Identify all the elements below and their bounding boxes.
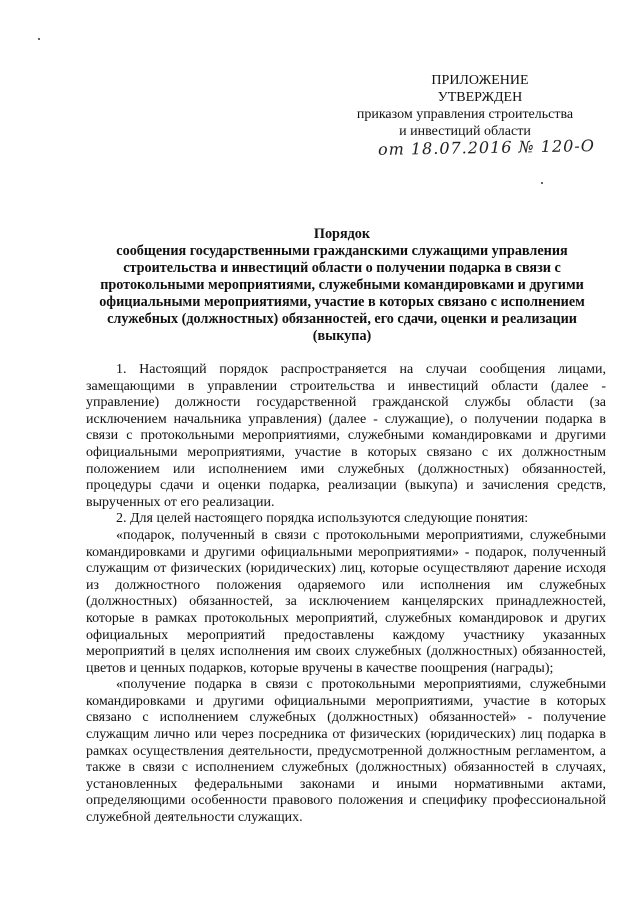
approval-department-line: и инвестиций области — [399, 124, 531, 139]
title-heading: Порядок — [313, 226, 371, 242]
approval-stamp — [340, 72, 590, 140]
paragraph-1: 1. Настоящий порядок распространяется на случаи сообщения лицами, замещающими в управлении строительства и инвестиций области (далее - управление) должности государственной гражданской службы области (за исключением начальника управления) (далее - служащие), о получении подарка в связи с протокольными мероприятиями, служебными командировками и другими официальными мероприятиями, участие в которых связано с их должностным положением или исполнением ими служебных (должностных) обязанностей, процедуры сдачи и оценки подарка, реализации (выкупа) и зачисления средств, вырученных от его реализации. — [86, 362, 606, 510]
approval-appendix-label: ПРИЛОЖЕНИЕ — [431, 73, 529, 88]
handwritten-order-date: от 18.07.2016 № 120-О — [377, 136, 596, 159]
paragraph-2: 2. Для целей настоящего порядка используются следующие понятия: — [116, 511, 529, 527]
document-title — [82, 226, 602, 345]
approval-order-line: приказом управления строительства — [356, 107, 574, 122]
scan-speck — [38, 38, 40, 40]
scan-speck — [541, 182, 543, 184]
document-body — [86, 362, 606, 827]
approval-approved-label: УТВЕРЖДЕН — [437, 90, 523, 105]
title-subtitle: сообщения государственными гражданскими служащими управления строительства и инвестиций области о получении подарка в связи с протокольными мероприятиями, служебными командировками и другими официальными мероприятиями, участие в которых связано с исполнением служебных (должностных) обязанностей, его сдачи, оценки и реализации (выкупа) — [99, 243, 585, 344]
paragraph-3: «подарок, полученный в связи с протокольными мероприятиями, служебными командировками и другими официальными мероприятиями» - подарок, полученный служащим от физических (юридических) лиц, которые осуществляют дарение исходя из должностного положения одаряемого или исполнения им служебных (должностных) обязанностей, за исключением канцелярских принадлежностей, которые в рамках протокольных мероприятий, служебных командировок и других официальных мероприятий предоставлены каждому участнику указанных мероприятий в целях исполнения им своих служебных (должностных) обязанностей, цветов и ценных подарков, которые вручены в качестве поощрения (награды); — [86, 527, 606, 676]
paragraph-4: «получение подарка в связи с протокольными мероприятиями, служебными командировками и другими официальными мероприятиями, участие в которых связано с исполнением служебных (должностных) обязанностей» - получение служащим лично или через посредника от физических (юридических) лиц подарка в рамках осуществления деятельности, предусмотренной должностным регламентом, а также в связи с исполнением служебных (должностных) обязанностей в случаях, установленных федеральными законами и иными нормативными актами, определяющими особенности правового положения и специфику профессиональной служебной деятельности служащих. — [86, 677, 606, 826]
